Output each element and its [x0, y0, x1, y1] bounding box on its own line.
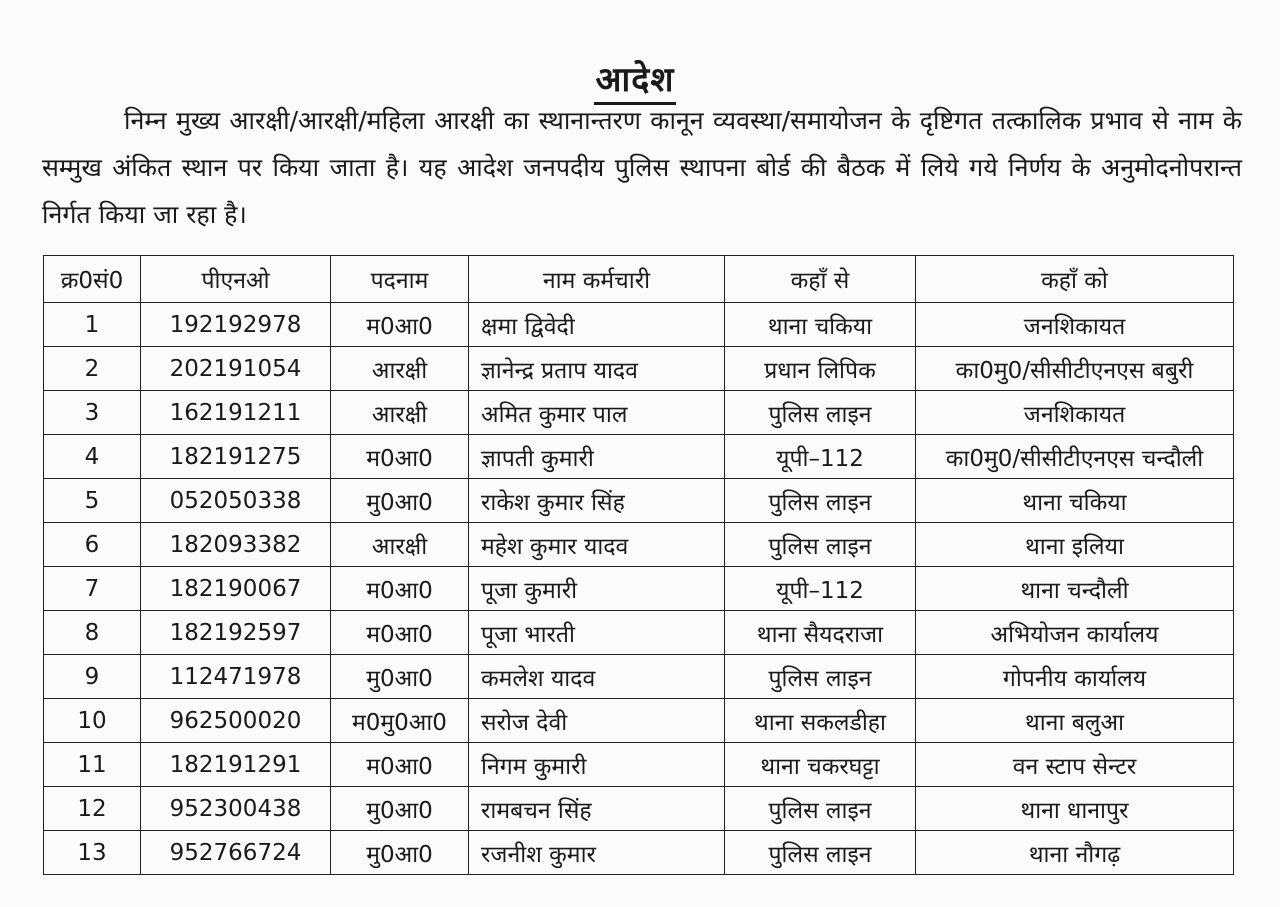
- cell-designation: मु0आ0: [331, 787, 469, 831]
- cell-to: गोपनीय कार्यालय: [916, 655, 1234, 699]
- table-row: [44, 391, 1234, 435]
- cell-serial: 13: [44, 831, 141, 875]
- cell-employee-name: महेश कुमार यादव: [469, 523, 725, 567]
- cell-employee-name: अमित कुमार पाल: [469, 391, 725, 435]
- cell-designation: आरक्षी: [331, 391, 469, 435]
- cell-employee-name: पूजा कुमारी: [469, 567, 725, 611]
- cell-pno: 182191275: [141, 435, 331, 479]
- cell-pno: 182192597: [141, 611, 331, 655]
- header-to: कहाँ को: [916, 256, 1234, 303]
- cell-designation: म0मु0आ0: [331, 699, 469, 743]
- cell-serial: 8: [44, 611, 141, 655]
- header-from: कहाँ से: [725, 256, 916, 303]
- cell-employee-name: राकेश कुमार सिंह: [469, 479, 725, 523]
- cell-serial: 5: [44, 479, 141, 523]
- cell-to: का0मु0/सीसीटीएनएस बबुरी: [916, 347, 1234, 391]
- cell-pno: 952300438: [141, 787, 331, 831]
- cell-to: थाना नौगढ़: [916, 831, 1234, 875]
- cell-employee-name: रामबचन सिंह: [469, 787, 725, 831]
- order-title: [0, 55, 1270, 101]
- cell-pno: 162191211: [141, 391, 331, 435]
- cell-employee-name: पूजा भारती: [469, 611, 725, 655]
- cell-employee-name: ज्ञानेन्द्र प्रताप यादव: [469, 347, 725, 391]
- cell-employee-name: रजनीश कुमार: [469, 831, 725, 875]
- table-row: [44, 743, 1234, 787]
- header-employee-name: नाम कर्मचारी: [469, 256, 725, 303]
- table-row: [44, 831, 1234, 875]
- cell-pno: 202191054: [141, 347, 331, 391]
- cell-pno: 052050338: [141, 479, 331, 523]
- cell-to: जनशिकायत: [916, 391, 1234, 435]
- table-row: [44, 523, 1234, 567]
- cell-employee-name: कमलेश यादव: [469, 655, 725, 699]
- cell-from: यूपी–112: [725, 567, 916, 611]
- cell-from: पुलिस लाइन: [725, 523, 916, 567]
- header-pno: पीएनओ: [141, 256, 331, 303]
- cell-employee-name: ज्ञापती कुमारी: [469, 435, 725, 479]
- cell-pno: 182093382: [141, 523, 331, 567]
- cell-serial: 9: [44, 655, 141, 699]
- cell-from: पुलिस लाइन: [725, 479, 916, 523]
- cell-serial: 3: [44, 391, 141, 435]
- cell-pno: 952766724: [141, 831, 331, 875]
- transfer-table: [43, 255, 1234, 875]
- table-header-row: [44, 256, 1234, 303]
- cell-to: थाना चकिया: [916, 479, 1234, 523]
- cell-pno: 112471978: [141, 655, 331, 699]
- cell-pno: 182190067: [141, 567, 331, 611]
- table-body: [44, 303, 1234, 875]
- table-row: [44, 479, 1234, 523]
- cell-from: पुलिस लाइन: [725, 655, 916, 699]
- cell-employee-name: निगम कुमारी: [469, 743, 725, 787]
- cell-serial: 10: [44, 699, 141, 743]
- cell-serial: 11: [44, 743, 141, 787]
- cell-pno: 182191291: [141, 743, 331, 787]
- cell-pno: 192192978: [141, 303, 331, 347]
- cell-from: थाना चकिया: [725, 303, 916, 347]
- cell-from: पुलिस लाइन: [725, 391, 916, 435]
- header-designation: पदनाम: [331, 256, 469, 303]
- cell-pno: 962500020: [141, 699, 331, 743]
- cell-designation: म0आ0: [331, 611, 469, 655]
- cell-designation: आरक्षी: [331, 523, 469, 567]
- order-title-text: आदेश: [594, 60, 677, 105]
- table-row: [44, 435, 1234, 479]
- header-serial: क्र0सं0: [44, 256, 141, 303]
- order-intro-paragraph: निम्न मुख्य आरक्षी/आरक्षी/महिला आरक्षी का स्थानान्तरण कानून व्यवस्था/समायोजन के दृष्टिगत तत्कालिक प्रभाव से नाम के सम्मुख अंकित स्थान पर किया जाता है। यह आदेश जनपदीय पुलिस स्थापना बोर्ड की बैठक में लिये गये निर्णय के अनुमोदनोपरान्त निर्गत किया जा रहा है।: [42, 106, 1242, 229]
- cell-from: थाना चकरघट्टा: [725, 743, 916, 787]
- cell-to: वन स्टाप सेन्टर: [916, 743, 1234, 787]
- table-row: [44, 699, 1234, 743]
- cell-from: थाना सैयदराजा: [725, 611, 916, 655]
- cell-designation: म0आ0: [331, 435, 469, 479]
- cell-designation: मु0आ0: [331, 831, 469, 875]
- cell-serial: 6: [44, 523, 141, 567]
- cell-to: का0मु0/सीसीटीएनएस चन्दौली: [916, 435, 1234, 479]
- cell-designation: म0आ0: [331, 743, 469, 787]
- cell-designation: आरक्षी: [331, 347, 469, 391]
- cell-serial: 4: [44, 435, 141, 479]
- table-row: [44, 611, 1234, 655]
- cell-from: थाना सकलडीहा: [725, 699, 916, 743]
- cell-to: थाना इलिया: [916, 523, 1234, 567]
- table-row: [44, 347, 1234, 391]
- cell-serial: 12: [44, 787, 141, 831]
- cell-designation: मु0आ0: [331, 479, 469, 523]
- cell-to: अभियोजन कार्यालय: [916, 611, 1234, 655]
- cell-from: यूपी–112: [725, 435, 916, 479]
- table-row: [44, 567, 1234, 611]
- table-row: [44, 655, 1234, 699]
- cell-serial: 1: [44, 303, 141, 347]
- table-row: [44, 787, 1234, 831]
- cell-designation: म0आ0: [331, 567, 469, 611]
- cell-serial: 7: [44, 567, 141, 611]
- cell-designation: मु0आ0: [331, 655, 469, 699]
- cell-serial: 2: [44, 347, 141, 391]
- cell-employee-name: क्षमा द्विवेदी: [469, 303, 725, 347]
- table-row: [44, 303, 1234, 347]
- cell-from: पुलिस लाइन: [725, 831, 916, 875]
- cell-employee-name: सरोज देवी: [469, 699, 725, 743]
- cell-from: पुलिस लाइन: [725, 787, 916, 831]
- cell-designation: म0आ0: [331, 303, 469, 347]
- cell-to: थाना बलुआ: [916, 699, 1234, 743]
- cell-to: जनशिकायत: [916, 303, 1234, 347]
- cell-from: प्रधान लिपिक: [725, 347, 916, 391]
- cell-to: थाना चन्दौली: [916, 567, 1234, 611]
- cell-to: थाना धानापुर: [916, 787, 1234, 831]
